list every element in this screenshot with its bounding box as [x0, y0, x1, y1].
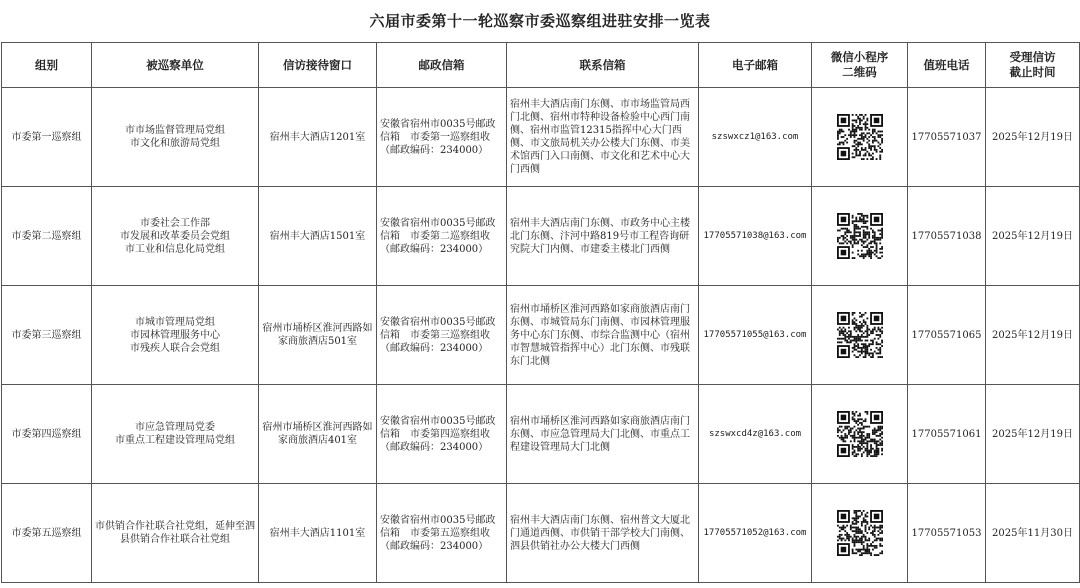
window-cell: 宿州丰大酒店1201室 [259, 88, 377, 187]
phone-cell: 17705571053 [908, 484, 986, 583]
qr-cell [812, 187, 908, 286]
unit-cell: 市委社会工作部 市发展和改革委员会党组 市工业和信息化局党组 [92, 187, 259, 286]
window-cell: 宿州丰大酒店1101室 [259, 484, 377, 583]
header-group: 组别 [2, 43, 92, 88]
deadline-cell: 2025年12月19日 [986, 385, 1080, 484]
postal-cell: 安徽省宿州市0035号邮政信箱 市委第四巡察组收（邮政编码：234000） [377, 385, 507, 484]
unit-cell: 市应急管理局党委 市重点工程建设管理局党组 [92, 385, 259, 484]
unit-cell: 市城市管理局党组 市园林管理服务中心 市残疾人联合会党组 [92, 286, 259, 385]
header-deadline: 受理信访 截止时间 [986, 43, 1080, 88]
qr-cell [812, 286, 908, 385]
header-postal: 邮政信箱 [377, 43, 507, 88]
group-cell: 市委第四巡察组 [2, 385, 92, 484]
qr-cell [812, 385, 908, 484]
unit-cell: 市市场监督管理局党组 市文化和旅游局党组 [92, 88, 259, 187]
group-cell: 市委第二巡察组 [2, 187, 92, 286]
qr-code-icon[interactable] [837, 510, 883, 556]
qr-code-icon[interactable] [837, 312, 883, 358]
page-title: 六届市委第十一轮巡察市委巡察组进驻安排一览表 [369, 12, 711, 30]
window-cell: 宿州市埇桥区淮河西路如家商旅酒店401室 [259, 385, 377, 484]
window-cell: 宿州丰大酒店1501室 [259, 187, 377, 286]
contact-cell: 宿州市埇桥区淮河西路如家商旅酒店南门东侧、市应急管理局大门北侧、市重点工程建设管理局大门北侧 [507, 385, 699, 484]
deadline-cell: 2025年12月19日 [986, 286, 1080, 385]
postal-cell: 安徽省宿州市0035号邮政信箱 市委第一巡察组收（邮政编码：234000） [377, 88, 507, 187]
postal-cell: 安徽省宿州市0035号邮政信箱 市委第二巡察组收（邮政编码：234000） [377, 187, 507, 286]
group-cell: 市委第一巡察组 [2, 88, 92, 187]
header-contact: 联系信箱 [507, 43, 699, 88]
qr-cell [812, 88, 908, 187]
table-row [2, 187, 1080, 286]
email-cell: 17705571052@163.com [699, 484, 812, 583]
deadline-cell: 2025年12月19日 [986, 88, 1080, 187]
header-qr: 微信小程序 二维码 [812, 43, 908, 88]
window-cell: 宿州市埇桥区淮河西路如家商旅酒店501室 [259, 286, 377, 385]
phone-cell: 17705571038 [908, 187, 986, 286]
email-cell: 17705571038@163.com [699, 187, 812, 286]
group-cell: 市委第三巡察组 [2, 286, 92, 385]
qr-cell [812, 484, 908, 583]
group-cell: 市委第五巡察组 [2, 484, 92, 583]
header-email: 电子邮箱 [699, 43, 812, 88]
postal-cell: 安徽省宿州市0035号邮政信箱 市委第三巡察组收（邮政编码：234000） [377, 286, 507, 385]
contact-cell: 宿州丰大酒店南门东侧、宿州普文大厦北门通道西侧、市供销干部学校大门南侧、泗县供销社办公大楼大门西侧 [507, 484, 699, 583]
table-row [2, 286, 1080, 385]
table-header-row [2, 43, 1080, 88]
phone-cell: 17705571037 [908, 88, 986, 187]
inspection-schedule-table [1, 42, 1080, 583]
header-window: 信访接待窗口 [259, 43, 377, 88]
qr-code-icon[interactable] [837, 213, 883, 259]
email-cell: szswxcz1@163.com [699, 88, 812, 187]
contact-cell: 宿州市埇桥区淮河西路如家商旅酒店南门东侧、市城管局东门南侧、市园林管理服务中心东门东侧、市综合监测中心（宿州市智慧城管指挥中心）北门东侧、市残联东门北侧 [507, 286, 699, 385]
qr-code-icon[interactable] [837, 411, 883, 457]
table-row [2, 385, 1080, 484]
deadline-cell: 2025年12月19日 [986, 187, 1080, 286]
unit-cell: 市供销合作社联合社党组，延伸至泗县供销合作社联合社党组 [92, 484, 259, 583]
table-row [2, 484, 1080, 583]
phone-cell: 17705571065 [908, 286, 986, 385]
deadline-cell: 2025年11月30日 [986, 484, 1080, 583]
header-phone: 值班电话 [908, 43, 986, 88]
table-row [2, 88, 1080, 187]
qr-code-icon[interactable] [837, 114, 883, 160]
email-cell: 17705571055@163.com [699, 286, 812, 385]
postal-cell: 安徽省宿州市0035号邮政信箱 市委第五巡察组收（邮政编码：234000） [377, 484, 507, 583]
contact-cell: 宿州丰大酒店南门东侧、市市场监管局西门北侧、宿州市特种设备检验中心西门南侧、宿州市监管12315指挥中心大门西侧、市文旅局机关办公楼大门东侧、市美术馆西门入口南侧、市文化和艺术中心大门西侧 [507, 88, 699, 187]
phone-cell: 17705571061 [908, 385, 986, 484]
email-cell: szswxcd4z@163.com [699, 385, 812, 484]
contact-cell: 宿州丰大酒店南门东侧、市政务中心主楼北门东侧、汴河中路819号市工程咨询研究院大门内侧、市建委主楼北门西侧 [507, 187, 699, 286]
header-unit: 被巡察单位 [92, 43, 259, 88]
